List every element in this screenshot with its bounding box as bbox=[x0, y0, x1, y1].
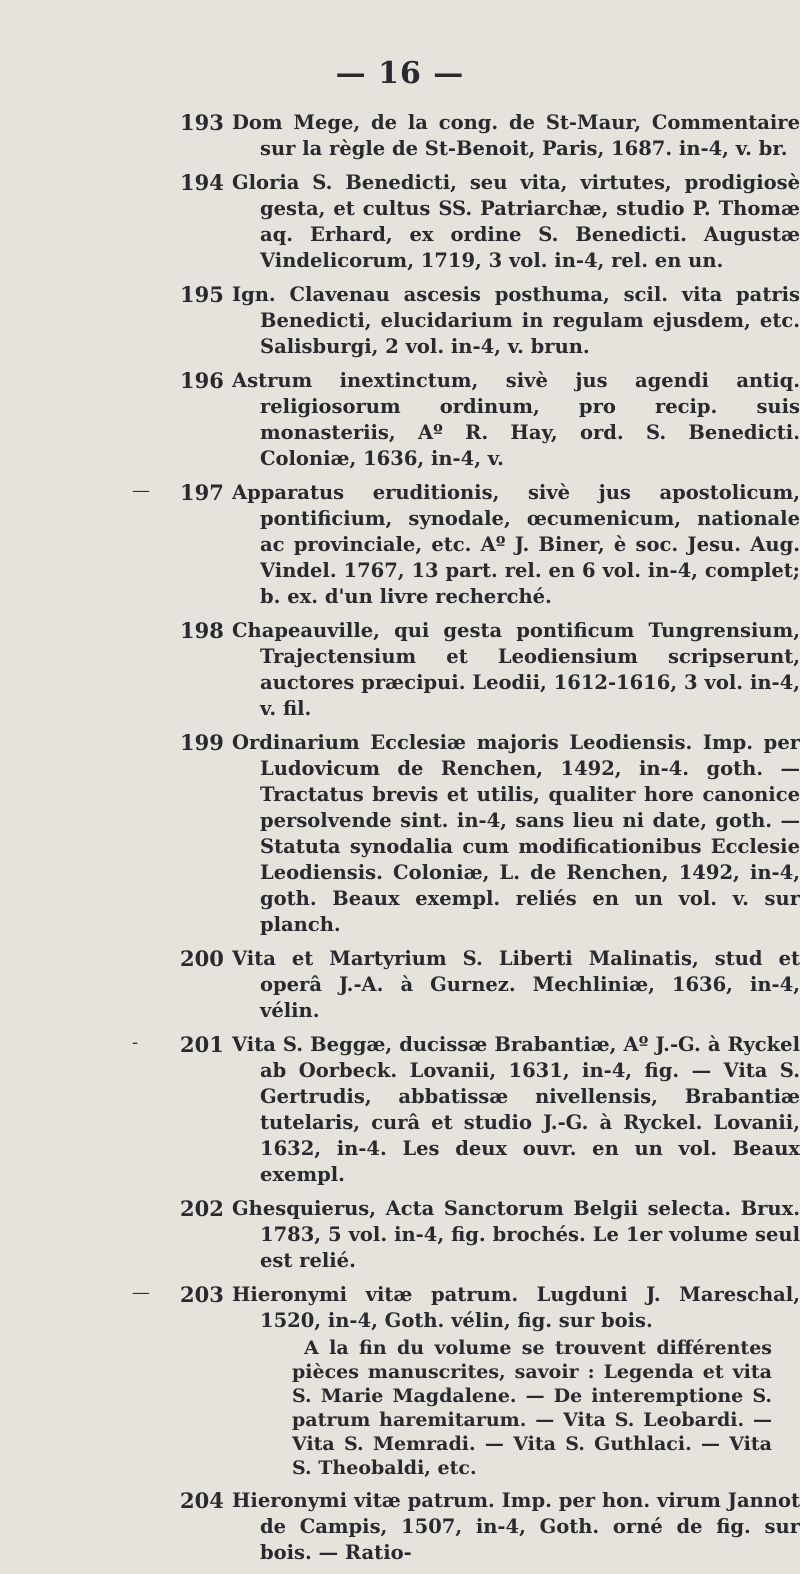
entry-number: 197 bbox=[180, 480, 224, 505]
catalog-entry-200 bbox=[0, 946, 800, 1024]
entry-text: Ordinarium Ecclesiæ majoris Leodiensis. Imp. per Ludovicum de Renchen, 1492, in-4. goth. — Tractatus brevis et utilis, qualiter hore canonice persolvende sint. in-4, sans lieu ni date, goth. — Statuta synodalia cum modificationibus Ecclesie Leodiensis. Coloniæ, L. de Renchen, 1492, in-4, goth. Beaux exempl. reliés en un vol. v. sur planch. bbox=[232, 731, 800, 936]
entry-text: Ghesquierus, Acta Sanctorum Belgii selecta. Brux. 1783, 5 vol. in-4, fig. brochés. Le 1er volume seul est relié. bbox=[232, 1197, 800, 1272]
entry-number: 196 bbox=[180, 368, 224, 393]
entry-text: Hieronymi vitæ patrum. Imp. per hon. virum Jannot de Campis, 1507, in-4, Goth. orné de fig. sur bois. — Ratio- bbox=[232, 1489, 800, 1564]
entry-number: 193 bbox=[180, 110, 224, 135]
entry-text: Chapeauville, qui gesta pontificum Tungrensium, Trajectensium et Leodiensium scripserunt, auctores præcipui. Leodii, 1612-1616, 3 vol. in-4, v. fil. bbox=[232, 619, 800, 720]
margin-dash-mark: — bbox=[132, 480, 150, 501]
entry-number: 198 bbox=[180, 618, 224, 643]
margin-dash-mark: — bbox=[132, 1282, 150, 1303]
entry-note: A la fin du volume se trouvent différentes pièces manuscrites, savoir : Legenda et vita S. Marie Magdalene. — De interemptione S. patrum haremitarum. — Vita S. Leobardi. — Vita S. Memradi. — Vita S. Guthlaci. — Vita S. Theobaldi, etc. bbox=[292, 1337, 772, 1479]
catalog-entry-201 bbox=[0, 1032, 800, 1188]
entry-number: 200 bbox=[180, 946, 224, 971]
catalog-entry-203 bbox=[0, 1282, 800, 1480]
entry-text: Astrum inextinctum, sivè jus agendi antiq. religiosorum ordinum, pro recip. suis monasteriis, Aº R. Hay, ord. S. Benedicti. Coloniæ, 1636, in-4, v. bbox=[232, 369, 800, 470]
entry-number: 204 bbox=[180, 1488, 224, 1513]
entry-number: 202 bbox=[180, 1196, 224, 1221]
entry-text: Vita S. Beggæ, ducissæ Brabantiæ, Aº J.-G. à Ryckel ab Oorbeck. Lovanii, 1631, in-4, fig. — Vita S. Gertrudis, abbatissæ nivellensis, Brabantiæ tutelaris, curâ et studio J.-G. à Ryckel. Lovanii, 1632, in-4. Les deux ouvr. en un vol. Beaux exempl. bbox=[232, 1033, 800, 1186]
entry-text: Apparatus eruditionis, sivè jus apostolicum, pontificium, synodale, œcumenicum, nationale ac provinciale, etc. Aº J. Biner, è soc. Jesu. Aug. Vindel. 1767, 13 part. rel. en 6 vol. in-4, complet; b. ex. d'un livre recherché. bbox=[232, 481, 800, 608]
entry-text: Vita et Martyrium S. Liberti Malinatis, stud et operâ J.-A. à Gurnez. Mechliniæ, 1636, in-4, vélin. bbox=[232, 947, 800, 1022]
entry-number: 199 bbox=[180, 730, 224, 755]
entry-text: Ign. Clavenau ascesis posthuma, scil. vita patris Benedicti, elucidarium in regulam ejusdem, etc. Salisburgi, 2 vol. in-4, v. brun. bbox=[232, 283, 800, 358]
entry-number: 201 bbox=[180, 1032, 224, 1057]
catalog-entry-194 bbox=[0, 170, 800, 274]
catalog-entry-204 bbox=[0, 1488, 800, 1566]
entry-text: Gloria S. Benedicti, seu vita, virtutes, prodigiosè gesta, et cultus SS. Patriarchæ, studio P. Thomæ aq. Erhard, ex ordine S. Benedicti. Augustæ Vindelicorum, 1719, 3 vol. in-4, rel. en un. bbox=[232, 171, 800, 272]
entry-number: 194 bbox=[180, 170, 224, 195]
catalog-entry-199 bbox=[0, 730, 800, 938]
margin-dash-mark: - bbox=[132, 1032, 139, 1053]
entry-text: Hieronymi vitæ patrum. Lugduni J. Mareschal, 1520, in-4, Goth. vélin, fig. sur bois. bbox=[232, 1283, 800, 1332]
catalog-entry-196 bbox=[0, 368, 800, 472]
catalog-entry-195 bbox=[0, 282, 800, 360]
catalog-entry-202 bbox=[0, 1196, 800, 1274]
entry-text: Dom Mege, de la cong. de St-Maur, Commentaire sur la règle de St-Benoit, Paris, 1687. in-4, v. br. bbox=[232, 111, 800, 160]
catalog-entry-198 bbox=[0, 618, 800, 722]
entry-number: 195 bbox=[180, 282, 224, 307]
catalog-entry-197 bbox=[0, 480, 800, 610]
page-number: — 16 — bbox=[335, 56, 465, 91]
catalog-entry-193 bbox=[0, 110, 800, 162]
entry-number: 203 bbox=[180, 1282, 224, 1307]
entry-list bbox=[0, 110, 800, 1574]
